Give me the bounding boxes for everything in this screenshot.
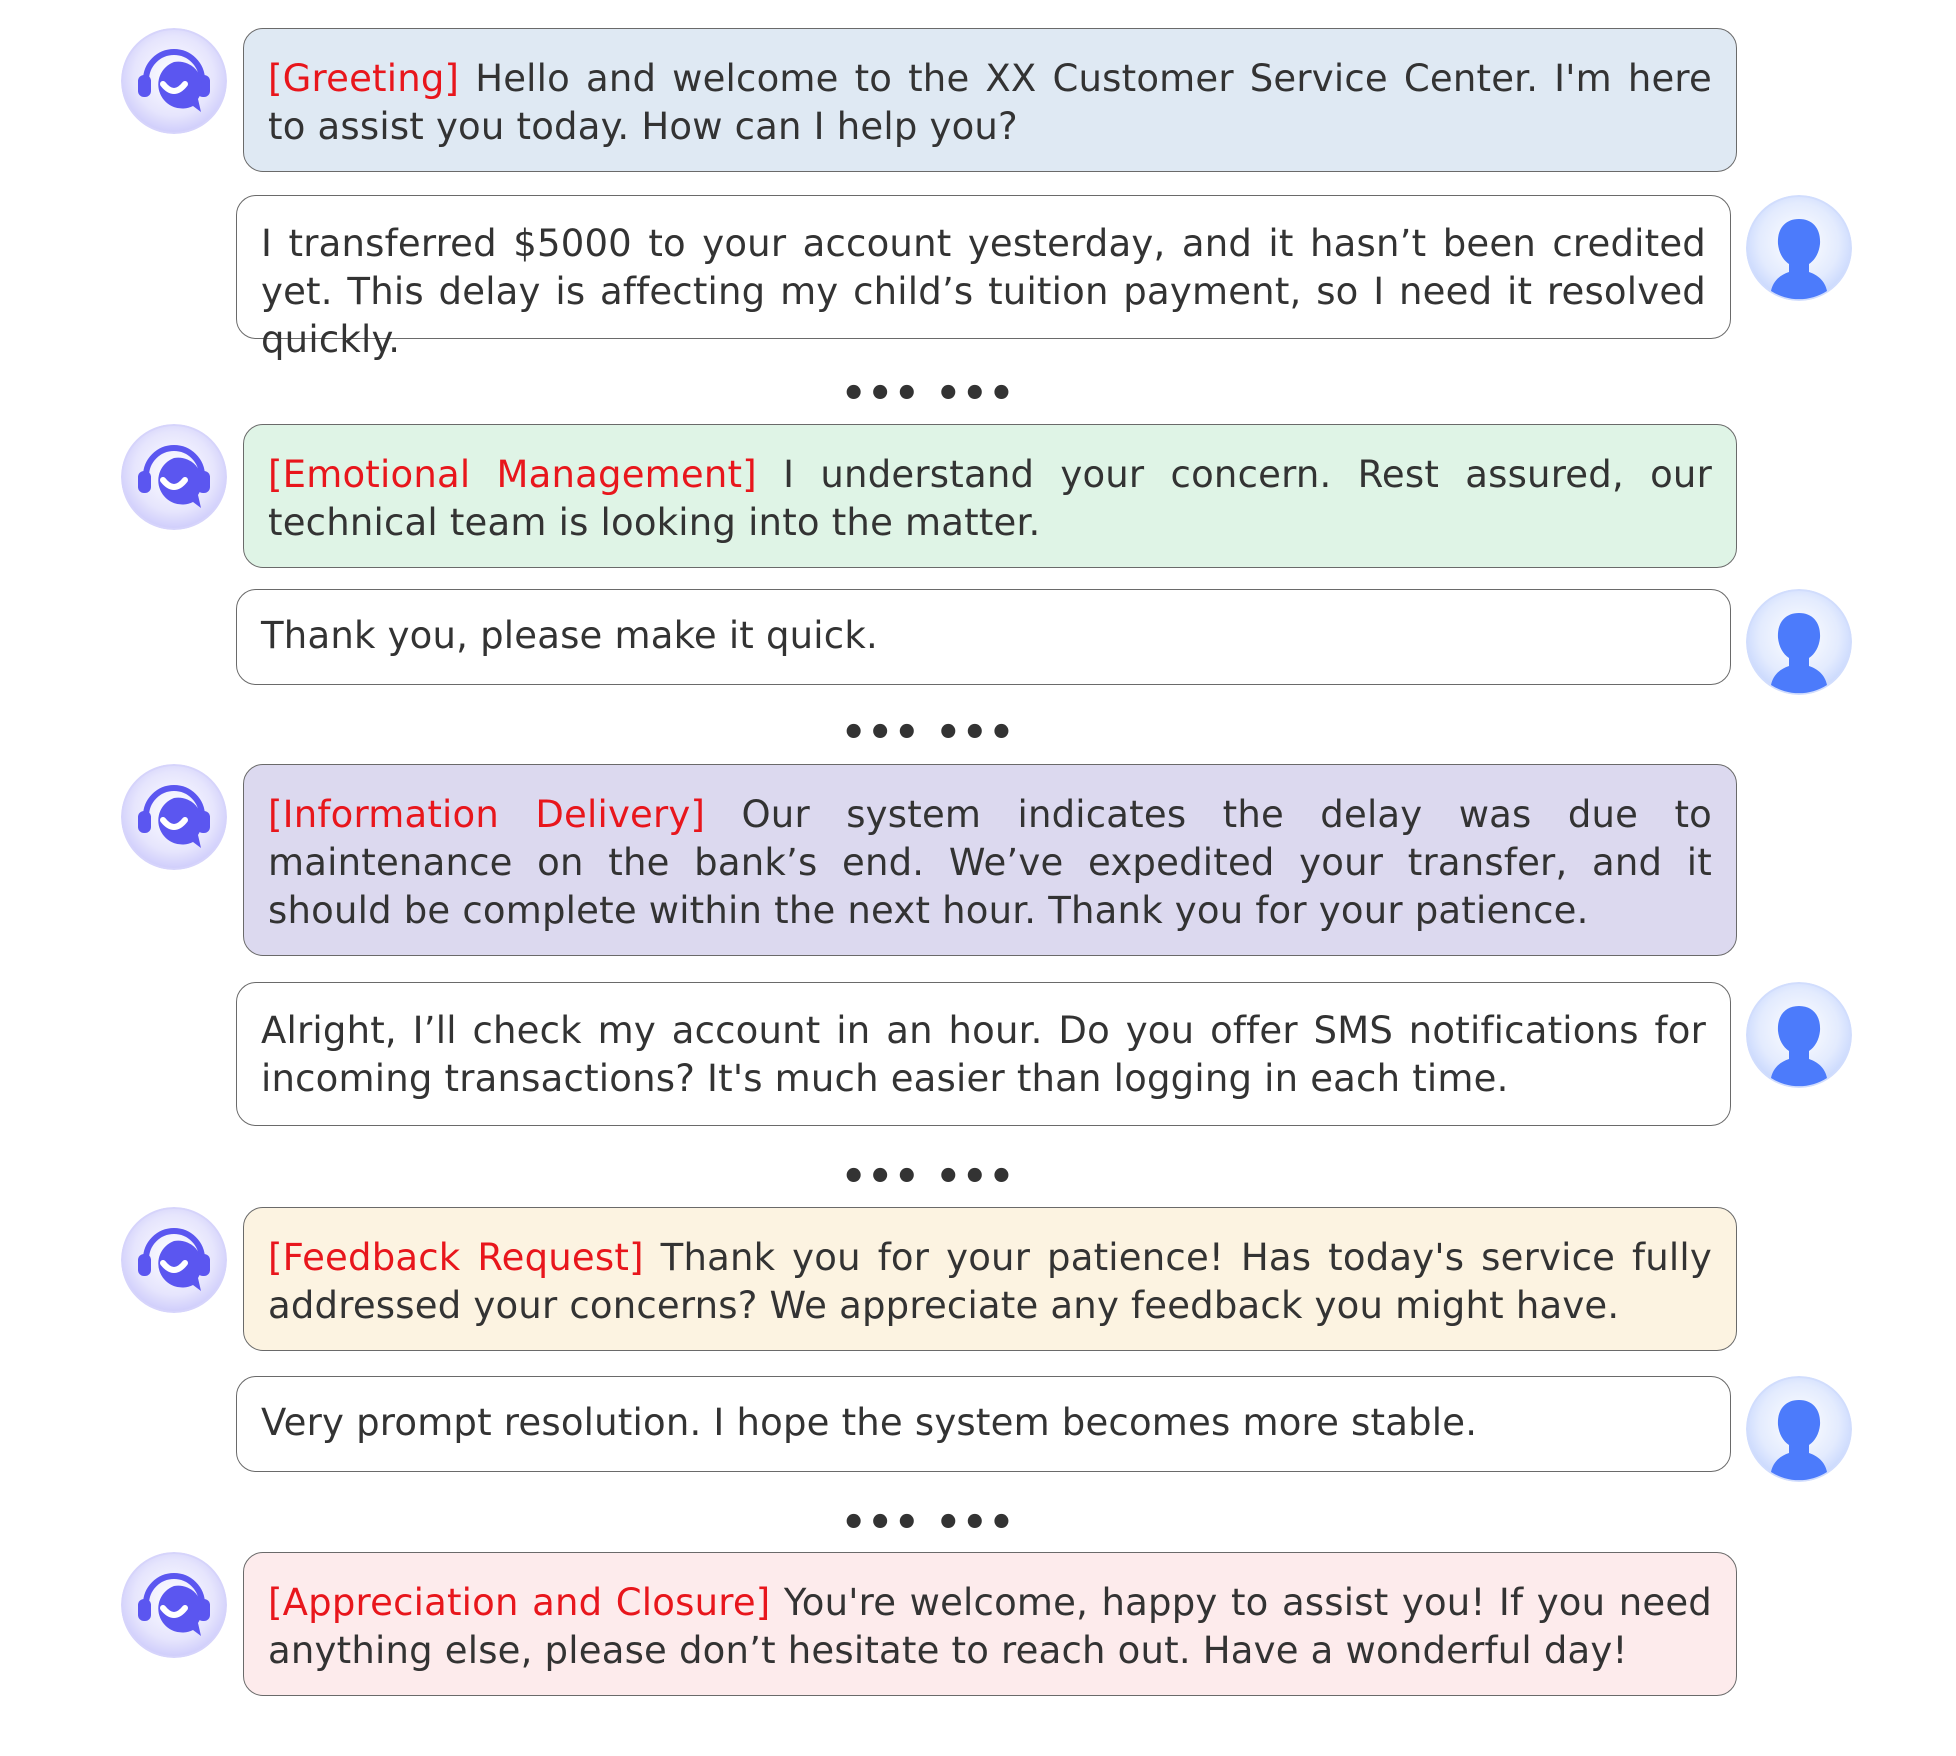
- headset-agent-icon: [121, 28, 227, 134]
- agent-message-emotional-management: [243, 424, 1737, 568]
- conversation-ellipsis: ••• •••: [840, 1154, 1016, 1200]
- conversation-ellipsis: ••• •••: [840, 1500, 1016, 1546]
- conversation-ellipsis: ••• •••: [840, 710, 1016, 756]
- message-text: You're welcome, happy to assist you! If you need anything else, please don’t hesitate to reach out. Have a wonderful day!: [268, 1581, 1712, 1672]
- message-text: Hello and welcome to the XX Customer Service Center. I'm here to assist you today. How can I help you?: [268, 57, 1712, 148]
- user-message: [236, 195, 1731, 361]
- user-avatar-icon: [1746, 982, 1852, 1088]
- agent-avatar-icon: [121, 764, 227, 870]
- agent-message-appreciation-closure: [243, 1552, 1737, 1696]
- user-message: [236, 982, 1731, 1126]
- person-silhouette-icon: [1746, 1376, 1852, 1482]
- message-text: I transferred $5000 to your account yesterday, and it hasn’t been credited yet. This delay is affecting my child’s tuition payment, so I need it resolved quickly.: [261, 222, 1706, 361]
- user-avatar-icon: [1746, 195, 1852, 301]
- conversation-ellipsis: ••• •••: [840, 371, 1016, 417]
- headset-agent-icon: [121, 1207, 227, 1313]
- person-silhouette-icon: [1746, 982, 1852, 1088]
- headset-agent-icon: [121, 1552, 227, 1658]
- message-tag: [Greeting]: [268, 57, 460, 100]
- message-text: Thank you, please make it quick.: [261, 614, 878, 657]
- agent-avatar-icon: [121, 1207, 227, 1313]
- user-avatar-icon: [1746, 589, 1852, 695]
- message-tag: [Appreciation and Closure]: [268, 1581, 771, 1624]
- headset-agent-icon: [121, 424, 227, 530]
- message-tag: [Emotional Management]: [268, 453, 757, 496]
- agent-avatar-icon: [121, 1552, 227, 1658]
- message-text: Very prompt resolution. I hope the system becomes more stable.: [261, 1401, 1478, 1444]
- agent-message-feedback-request: [243, 1207, 1737, 1351]
- agent-avatar-icon: [121, 28, 227, 134]
- user-message: [236, 1376, 1731, 1472]
- message-text: Thank you for your patience! Has today's service fully addressed your concerns? We appreciate any feedback you might have.: [268, 1236, 1712, 1327]
- message-tag: [Feedback Request]: [268, 1236, 644, 1279]
- headset-agent-icon: [121, 764, 227, 870]
- message-text: Our system indicates the delay was due to maintenance on the bank’s end. We’ve expedited your transfer, and it should be complete within the next hour. Thank you for your patience.: [268, 793, 1713, 932]
- user-avatar-icon: [1746, 1376, 1852, 1482]
- user-message: [236, 589, 1731, 685]
- message-text: I understand your concern. Rest assured, our technical team is looking into the matter.: [268, 453, 1712, 544]
- agent-message-greeting: [243, 28, 1737, 172]
- person-silhouette-icon: [1746, 195, 1852, 301]
- message-tag: [Information Delivery]: [268, 793, 706, 836]
- agent-avatar-icon: [121, 424, 227, 530]
- agent-message-information-delivery: [243, 764, 1737, 956]
- person-silhouette-icon: [1746, 589, 1852, 695]
- message-text: Alright, I’ll check my account in an hour. Do you offer SMS notifications for incoming transactions? It's much easier than logging in each time.: [261, 1009, 1706, 1100]
